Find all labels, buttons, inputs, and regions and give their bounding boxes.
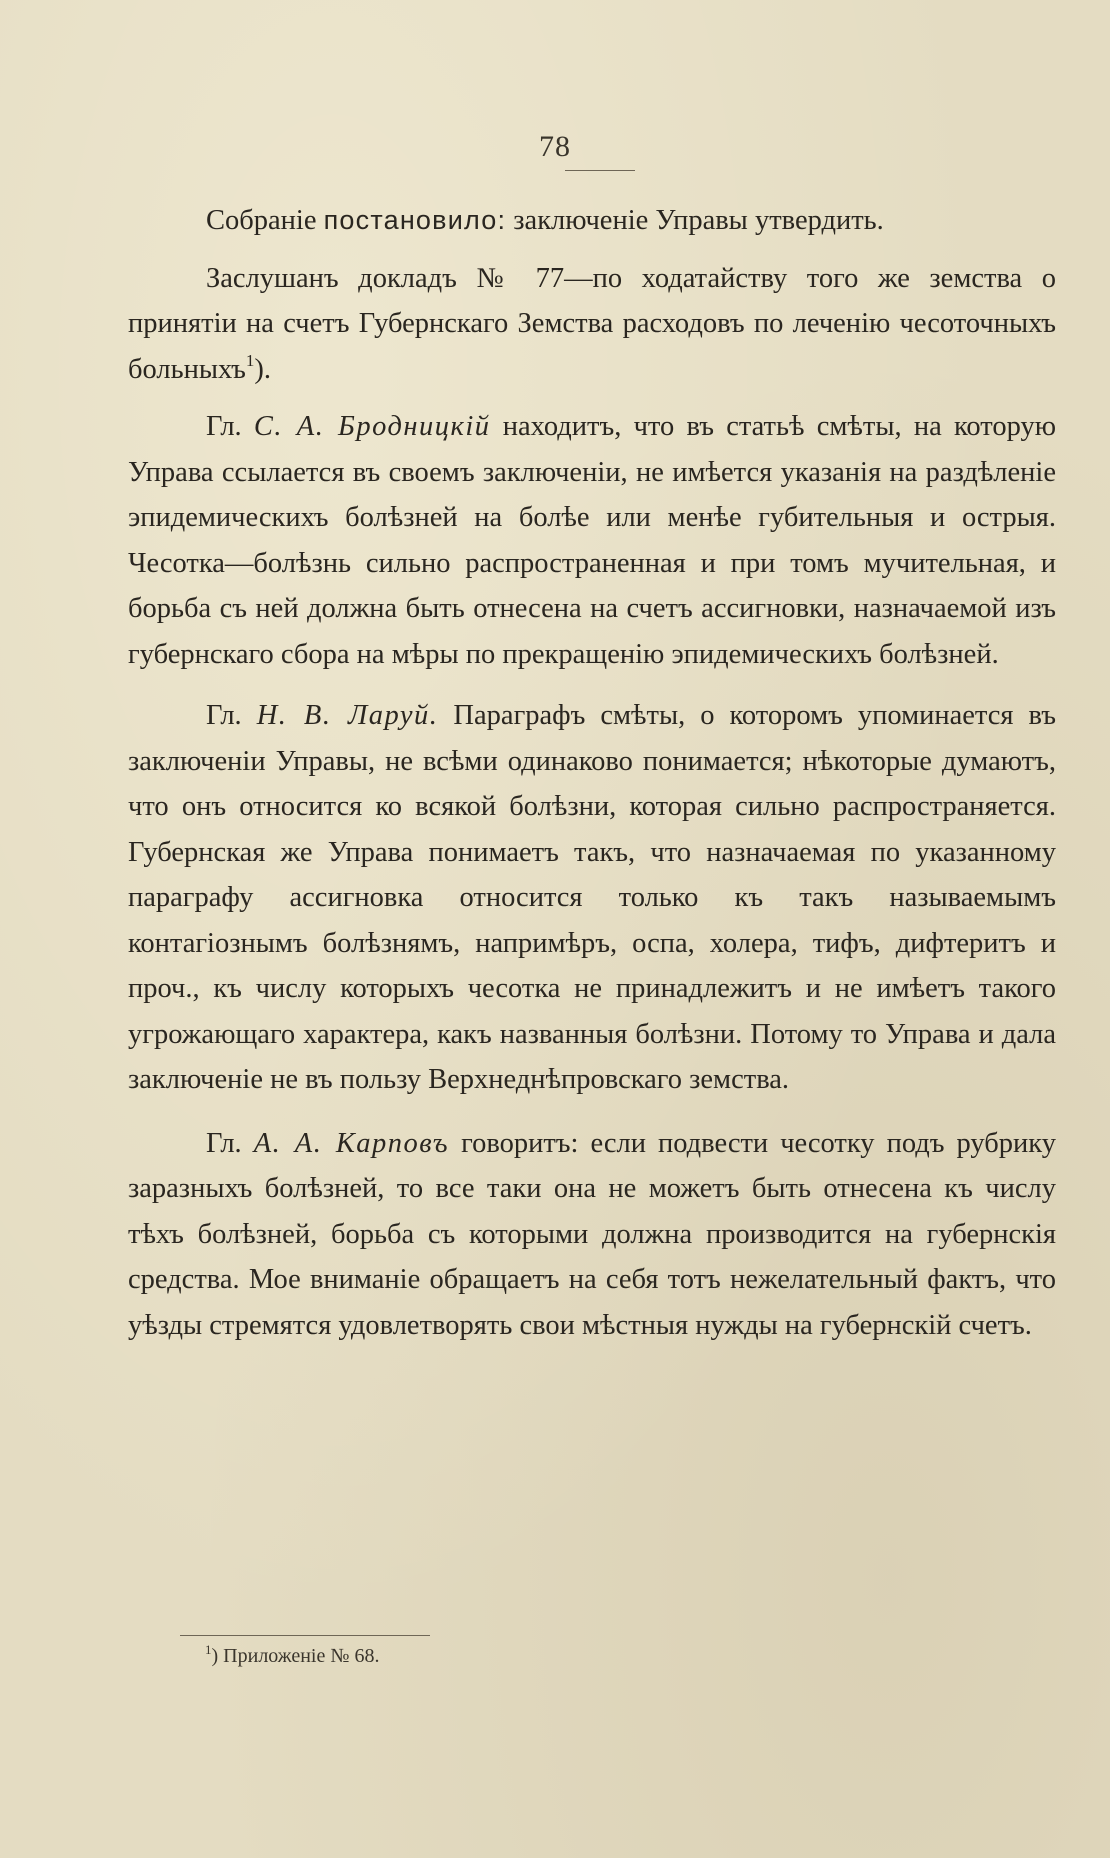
- speaker-name: С. А. Бродницкій: [253, 411, 491, 442]
- speaker-name: Н. В. Ларуй.: [256, 700, 439, 731]
- footnote-separator: [180, 1635, 430, 1636]
- page-number-underline: [565, 170, 635, 171]
- paragraph-brodnitsky: [128, 404, 1056, 677]
- speaker-prefix: Гл.: [206, 1127, 254, 1159]
- footnote-reference: 1: [245, 350, 255, 370]
- paragraph-larui: [128, 693, 1056, 1103]
- report-end: ).: [254, 353, 272, 385]
- footnote-marker: 1: [205, 1642, 212, 1657]
- page-number: 78: [539, 130, 571, 163]
- speech-text: Параграфъ смѣты, о которомъ упоминается въ заключеніи Управы, не всѣми одинаково понимается; нѣкоторые думаютъ, что онъ относится ко всякой болѣзни, которая сильно распространяется. Губернская же Управа понимаетъ такъ, что назначаемая по указанному параграфу ассигновка относится только къ такъ называемымъ контагіознымъ болѣзнямъ, напримѣръ, оспа, холера, тифъ, дифтеритъ и проч., къ числу которыхъ чесотка не принадлежитъ и не имѣетъ такого угрожающаго характера, какъ названныя болѣзни. Потому то Управа и дала заключеніе не въ пользу Верхнеднѣпровскаго земства.: [128, 700, 1056, 1095]
- paragraph-karpov: [128, 1121, 1056, 1349]
- speaker-prefix: Гл.: [206, 700, 257, 731]
- speaker-prefix: Гл.: [206, 411, 254, 442]
- paragraph-report: [128, 256, 1056, 393]
- report-text: Заслушанъ докладъ № 77—по ходатайству того же земства о принятіи на счетъ Губернскаго Земства расходовъ по леченію чесоточныхъ больныхъ: [128, 262, 1056, 385]
- footnote: [205, 1642, 379, 1670]
- footnote-paren: ): [211, 1645, 219, 1667]
- speech-text: говоритъ: если подвести чесотку подъ рубрику заразныхъ болѣзней, то все таки она не можетъ быть отнесена къ числу тѣхъ болѣзней, борьба съ которыми должна производится на губернскія средства. Мое вниманіе обращаетъ на себя тотъ нежелательный фактъ, что уѣзды стремятся удовлетворять свои мѣстныя нужды на губернскій счетъ.: [128, 1127, 1056, 1341]
- resolution-decision: постановило:: [323, 205, 507, 235]
- paragraph-resolution: [128, 198, 1056, 244]
- resolution-lead: Собраніе: [206, 205, 324, 236]
- speaker-name: А. А. Карповъ: [253, 1127, 450, 1159]
- body-text: [128, 198, 1056, 1348]
- footnote-text: Приложеніе № 68.: [218, 1645, 380, 1667]
- speech-text: находитъ, что въ статьѣ смѣты, на которую Управа ссылается въ своемъ заключеніи, не имѣется указанія на раздѣленіе эпидемическихъ болѣзней на болѣе или менѣе губительныя и острыя. Чесотка—болѣзнь сильно распространенная и при томъ мучительная, и борьба съ ней должна быть отнесена на счетъ ассигновки, назначаемой изъ губернскаго сбора на мѣры по прекращенію эпидемическихъ болѣзней.: [128, 411, 1056, 670]
- resolution-text: заключеніе Управы утвердить.: [506, 205, 884, 236]
